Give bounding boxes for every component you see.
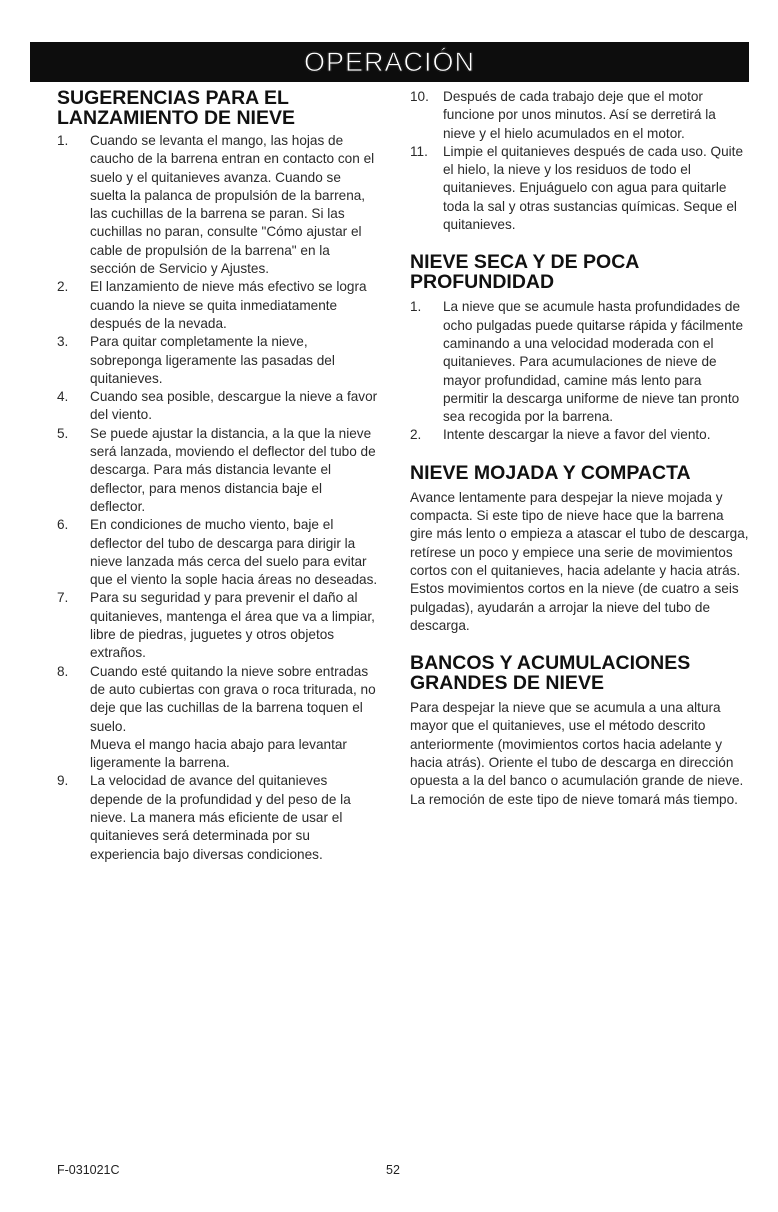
item-number: 2. [410, 427, 422, 443]
item-text: Para su seguridad y para prevenir el daño al quitanieves, mantenga el área que va a limpiar, libre de piedras, juguetes y otros objetos extraños. [90, 590, 375, 661]
item-text: Cuando sea posible, descargue la nieve a favor del viento. [90, 389, 378, 423]
item-text: El lanzamiento de nieve más efectivo se logra cuando la nieve se quita inmediatamente después de la nevada. [90, 279, 367, 331]
item-text: La nieve que se acumule hasta profundidades de ocho pulgadas puede quitarse rápida y fácilmente caminando a una velocidad moderada con el quitanieves. Para acumulaciones de nieve de mayor profundidad, camine más lento para permitir la descarga uniforme de nieve tan pronto sea recogida por la barrena. [443, 299, 744, 425]
section-heading-tips: SUGERENCIAS PARA EL LANZAMIENTO DE NIEVE [57, 87, 295, 129]
item-text: Cuando se levanta el mango, las hojas de caucho de la barrena entran en contacto con el suelo y el quitanieves avanza. Cuando se suelta la palanca de propulsión de la barrena, las cuchillas de la barrena se paran. Si las cuchillas no paran, consulte "Cómo ajustar el cable de propulsión de la barrena" en la sección de Servicio y Ajustes. [90, 133, 375, 277]
item-text: Para quitar completamente la nieve, sobreponga ligeramente las pasadas del quitanieves. [90, 334, 335, 386]
item-number: 11. [410, 143, 428, 159]
section-drifts [410, 653, 750, 809]
item-number: 5. [57, 425, 69, 441]
section-wet-snow [410, 463, 750, 635]
list-item [57, 425, 379, 516]
section-heading-drifts: BANCOS Y ACUMULACIONES GRANDES DE NIEVE [410, 652, 691, 695]
tips-list [57, 132, 379, 864]
item-number: 2. [57, 279, 69, 295]
item-number: 10. [410, 89, 429, 104]
section-banner [30, 42, 749, 82]
wet-snow-text: Avance lentamente para despejar la nieve mojada y compacta. Si este tipo de nieve hace que la barrena gire más lento o empieza a atascar el tubo de descarga, retírese un poco y empiece una serie de movimientos cortos con el quitanieves, hacia adelante y hacia atrás. Estos movimientos cortos en la nieve (de cuatro a seis pulgadas), ayudarán a arrojar la nieve del tubo de descarga. [410, 489, 749, 633]
item-text: Se puede ajustar la distancia, a la que la nieve será lanzada, moviendo el deflector del tubo de descarga. Para más distancia levante el deflector, para menos distancia baje el deflector. [90, 425, 376, 514]
item-text: La velocidad de avance del quitanieves depende de la profundidad y del peso de la nieve. La manera más eficiente de usar el quitanieves será determinada por su experiencia bajo diversas condiciones. [90, 773, 351, 862]
section-heading-dry-snow: NIEVE SECA Y DE POCA PROFUNDIDAD [410, 251, 639, 294]
list-item [410, 298, 750, 426]
section-heading-wet-snow: NIEVE MOJADA Y COMPACTA [410, 461, 691, 484]
list-item [410, 426, 750, 444]
item-number: 3. [57, 334, 69, 350]
list-item [57, 388, 379, 425]
item-text: Intente descargar la nieve a favor del viento. [443, 427, 711, 443]
left-column [57, 88, 379, 864]
item-number: 8. [57, 663, 69, 679]
banner-title: OPERACIÓN [303, 46, 476, 77]
list-item [410, 143, 750, 234]
list-item [57, 772, 379, 863]
list-item [57, 333, 379, 388]
document-code: F-031021C [57, 1163, 120, 1177]
tips-list-continued [410, 88, 750, 234]
item-number: 9. [57, 773, 69, 789]
item-number: 7. [57, 590, 69, 606]
item-number: 4. [57, 389, 69, 405]
item-text: Cuando esté quitando la nieve sobre entradas de auto cubiertas con grava o roca triturada, no deje que las cuchillas de la barrena toquen el suelo. [90, 663, 376, 734]
list-item [57, 278, 379, 333]
list-item [410, 88, 750, 143]
item-extra-text: Mueva el mango hacia abajo para levantar ligeramente la barrena. [90, 736, 347, 771]
page-number: 52 [386, 1163, 400, 1177]
item-number: 6. [57, 517, 69, 533]
item-number: 1. [57, 133, 69, 148]
item-text: Limpie el quitanieves después de cada uso. Quite el hielo, la nieve y los residuos de todo el quitanieves. Enjuáguelo con agua para quitarle toda la sal y otras sustancias químicas. Seque el quitanieves. [443, 143, 744, 233]
section-dry-snow [410, 252, 750, 444]
list-item [57, 516, 379, 589]
item-number: 1. [410, 299, 422, 315]
right-column [410, 88, 750, 809]
list-item [57, 663, 379, 773]
dry-snow-list [410, 298, 750, 444]
drifts-text: Para despejar la nieve que se acumula a una altura mayor que el quitanieves, use el método descrito anteriormente (movimientos cortos hacia adelante y hacia atrás). Oriente el tubo de descarga en dirección opuesta a la del banco o acumulación grande de nieve. La remoción de este tipo de nieve tomará más tiempo. [410, 700, 744, 807]
list-item [57, 589, 379, 662]
item-text: Después de cada trabajo deje que el motor funcione por unos minutos. Así se derretirá la nieve y el hielo acumulados en el motor. [443, 89, 716, 141]
item-text: En condiciones de mucho viento, baje el deflector del tubo de descarga para dirigir la nieve lanzada más cerca del suelo para evitar que el viento la sople hacia áreas no deseadas. [90, 517, 378, 588]
list-item [57, 132, 379, 278]
